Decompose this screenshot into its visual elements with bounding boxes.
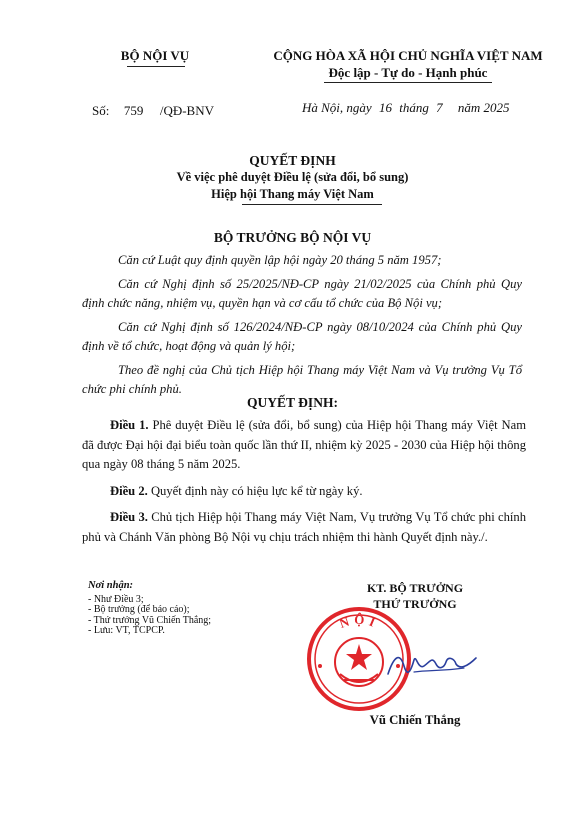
date-place: Hà Nội, ngày xyxy=(302,100,372,115)
date-year: năm 2025 xyxy=(457,100,510,115)
recipient-item: - Thứ trưởng Vũ Chiến Thắng; xyxy=(88,614,212,626)
subject-underline xyxy=(242,204,382,205)
signature-capacity: KT. BỘ TRƯỞNG xyxy=(366,581,464,595)
legal-basis: Căn cứ Nghị định số 25/2025/NĐ-CP ngày 21/02/2025 của Chính phủ Quy định chức năng, nhiệm vụ, quyền hạn và cơ cấu tổ chức của Bộ Nội vụ; xyxy=(82,277,522,310)
article-text: Quyết định này có hiệu lực kể từ ngày ký. xyxy=(150,483,363,498)
recipient-item: - Như Điều 3; xyxy=(88,593,144,605)
date-month: 7 xyxy=(436,100,443,115)
doc-number-value: 759 xyxy=(123,103,144,118)
motto-underline xyxy=(324,82,492,83)
national-motto: Độc lập - Tự do - Hạnh phúc xyxy=(328,65,488,80)
article-text: Chủ tịch Hiệp hội Thang máy Việt Nam, Vụ trưởng Vụ Tổ chức phi chính phủ và Chánh Văn phòng Bộ Nội vụ chịu trách nhiệm thi hành Quyết định này./. xyxy=(82,510,526,544)
article-label: Điều 2. xyxy=(110,483,148,498)
article-1 xyxy=(82,416,526,475)
issue-date xyxy=(302,100,513,116)
document-subject-line2: Hiệp hội Thang máy Việt Nam xyxy=(211,187,374,201)
recipients-block xyxy=(88,581,258,637)
article-label: Điều 1. xyxy=(110,418,149,432)
date-day: 16 xyxy=(378,100,392,115)
legal-basis: Căn cứ Nghị định số 126/2024/NĐ-CP ngày 08/10/2024 của Chính phủ Quy định về tổ chức, hoạt động và quản lý hội; xyxy=(82,320,522,353)
recipients-heading: Nơi nhận: xyxy=(88,580,134,591)
decision-heading: QUYẾT ĐỊNH: xyxy=(247,395,338,410)
legal-basis: Theo đề nghị của Chủ tịch Hiệp hội Thang máy Việt Nam và Vụ trưởng Vụ Tổ chức phi chính phủ. xyxy=(82,363,522,396)
article-text: Phê duyệt Điều lệ (sửa đổi, bổ sung) của Hiệp hội Thang máy Việt Nam đã được Đại hội đại biểu toàn quốc lần thứ II, nhiệm kỳ 2025 - 2030 của Hiệp hội thông qua ngày 08 tháng 5 năm 2025. xyxy=(82,418,527,471)
date-month-label: tháng xyxy=(399,100,429,115)
national-title: CỘNG HÒA XÃ HỘI CHỦ NGHĨA VIỆT NAM xyxy=(273,48,543,63)
seal-text: NỘI xyxy=(337,611,382,632)
document-type: QUYẾT ĐỊNH xyxy=(249,153,336,168)
article-2 xyxy=(82,482,526,502)
legal-bases xyxy=(82,251,522,399)
legal-basis: Căn cứ Luật quy định quyền lập hội ngày 20 tháng 5 năm 1957; xyxy=(118,253,442,267)
document-subject: Về việc phê duyệt Điều lệ (sửa đổi, bổ sung) xyxy=(176,170,409,184)
doc-number-prefix: Số: xyxy=(92,103,110,118)
recipient-item: - Lưu: VT, TCPCP. xyxy=(88,625,165,636)
signature-position: THỨ TRƯỞNG xyxy=(373,597,457,611)
agency-underline xyxy=(127,66,185,67)
signer-name: Vũ Chiến Thắng xyxy=(369,713,461,727)
article-label: Điều 3. xyxy=(110,510,148,524)
article-3 xyxy=(82,508,526,547)
doc-number-suffix: /QĐ-BNV xyxy=(159,103,215,118)
document-number xyxy=(92,103,214,119)
issuing-agency: BỘ NỘI VỤ xyxy=(120,48,190,63)
articles xyxy=(82,416,526,547)
issuing-authority: BỘ TRƯỞNG BỘ NỘI VỤ xyxy=(213,230,372,245)
handwritten-signature xyxy=(384,644,480,684)
recipient-item: - Bộ trưởng (để báo cáo); xyxy=(88,604,190,615)
